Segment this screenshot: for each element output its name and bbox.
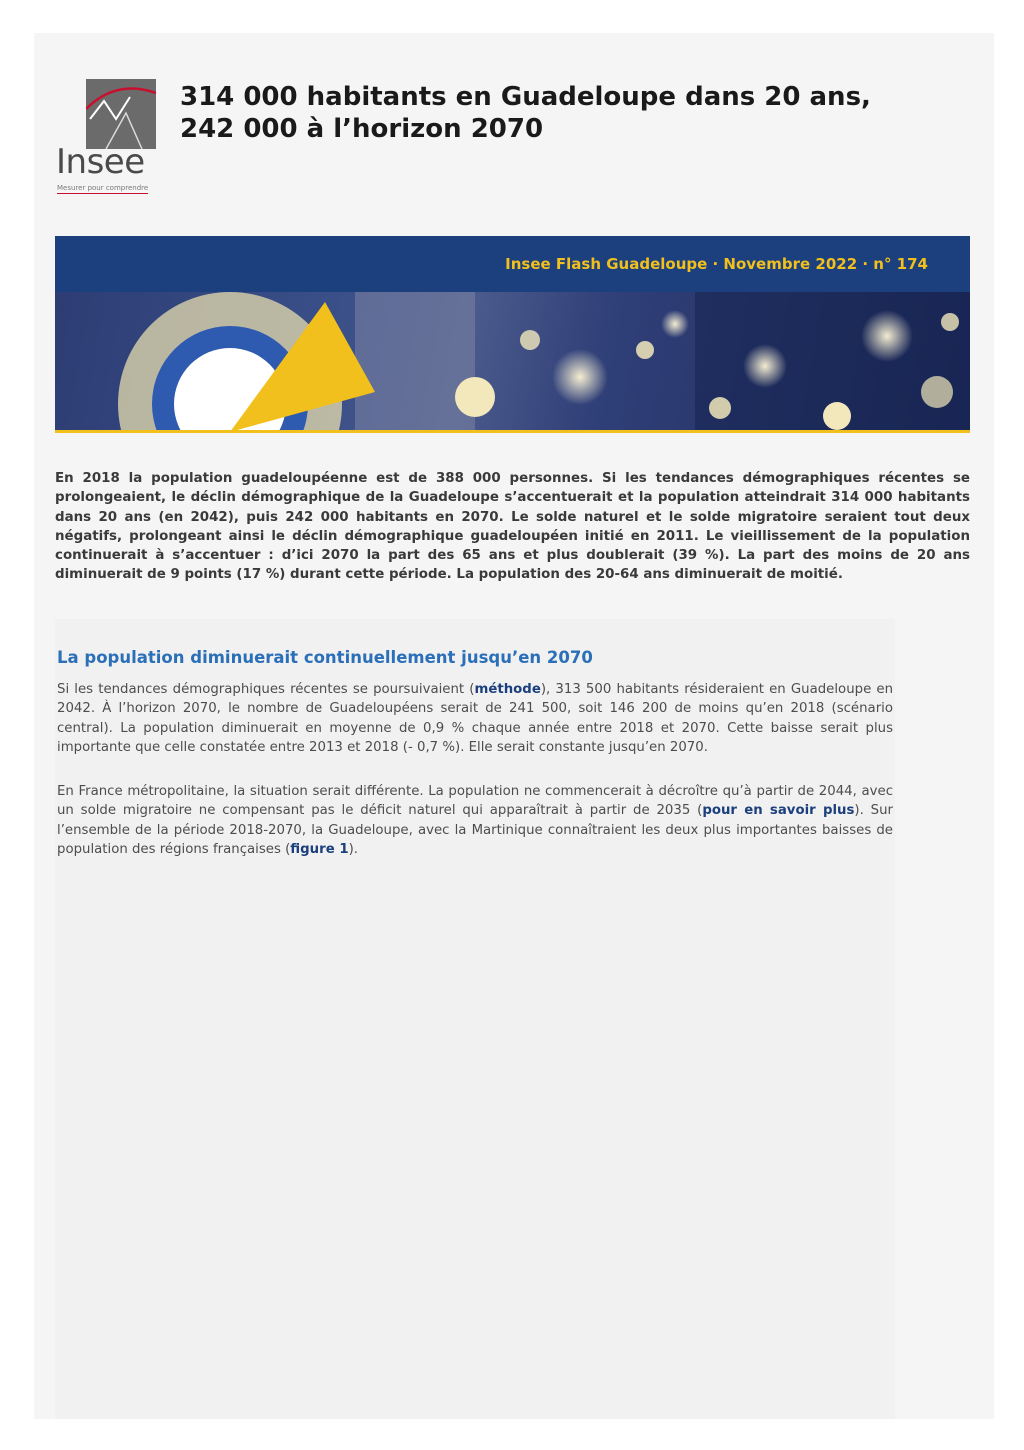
methode-link[interactable]: méthode [474,682,541,697]
page [34,33,994,1419]
logo-mark-icon [86,79,156,149]
pour-en-savoir-plus-link[interactable]: pour en savoir plus [702,803,855,819]
paragraph-1-text-end: ), 313 500 habitants résideraient en Guadeloupe en 2042. À l’horizon 2070, le nombre de Guadeloupéens serait de 241 500, soit 146 200 de moins qu’en 2018 (scénario central). La population diminuerait en moyenne de 0,9 % chaque année entre 2018 et 2070. Cette baisse serait plus importante que celle constatée entre 2013 et 2018 (- 0,7 %). Elle serait constante jusqu’en 2070. [57,682,893,756]
paragraph-1-text-start: Si les tendances démographiques récentes se poursuivaient ( [57,682,475,697]
paragraph-2-text-start: En France métropolitaine, la situation serait différente. La population ne commencerait à décroître qu’à partir de 2044, avec un solde migratoire ne compensant pas le déficit naturel qui apparaîtrait à partir de 2035 ( [57,784,893,819]
banner-illustration [55,292,970,432]
publication-label: Insee Flash Guadeloupe · Novembre 2022 · n° 174 [505,255,928,273]
figure-1-link[interactable]: figure 1 [290,842,349,858]
logo-tagline: Mesurer pour comprendre [57,184,149,192]
banner-illustration-graphic [55,292,970,432]
page-title-line-2: 242 000 à l’horizon 2070 [180,114,544,144]
section-paragraph-1 [57,680,893,758]
page-title [180,81,940,145]
logo-wordmark: Insee [56,142,145,182]
section-paragraph-2 [57,782,893,860]
paragraph-2-text-middle: ). Sur l’ensemble de la période 2018-2070, la Guadeloupe, avec la Martinique connaîtraient les deux plus importantes baisses de population des régions françaises ( [57,803,893,858]
intro-summary: En 2018 la population guadeloupéenne est de 388 000 personnes. Si les tendances démographiques récentes se prolongeaient, le déclin démographique de la Guadeloupe s’accentuerait et la population atteindrait 314 000 habitants dans 20 ans (en 2042), puis 242 000 habitants en 2070. Le solde naturel et le solde migratoire seraient tout deux négatifs, prolongeant ainsi le déclin démographique guadeloupéen initié en 2011. Le vieillissement de la population continuerait à s’accentuer : d’ici 2070 la part des 65 ans et plus doublerait (39 %). La part des moins de 20 ans diminuerait de 9 points (17 %) durant cette période. La population des 20-64 ans diminuerait de moitié. [55,471,970,583]
banner-accent-line [55,430,970,433]
page-title-line-1: 314 000 habitants en Guadeloupe dans 20 ans, [180,82,871,112]
insee-logo[interactable] [56,79,161,199]
publication-banner [55,236,970,292]
section-title: La population diminuerait continuellement jusqu’en 2070 [57,648,593,667]
paragraph-2-text-end: ). [348,842,359,858]
